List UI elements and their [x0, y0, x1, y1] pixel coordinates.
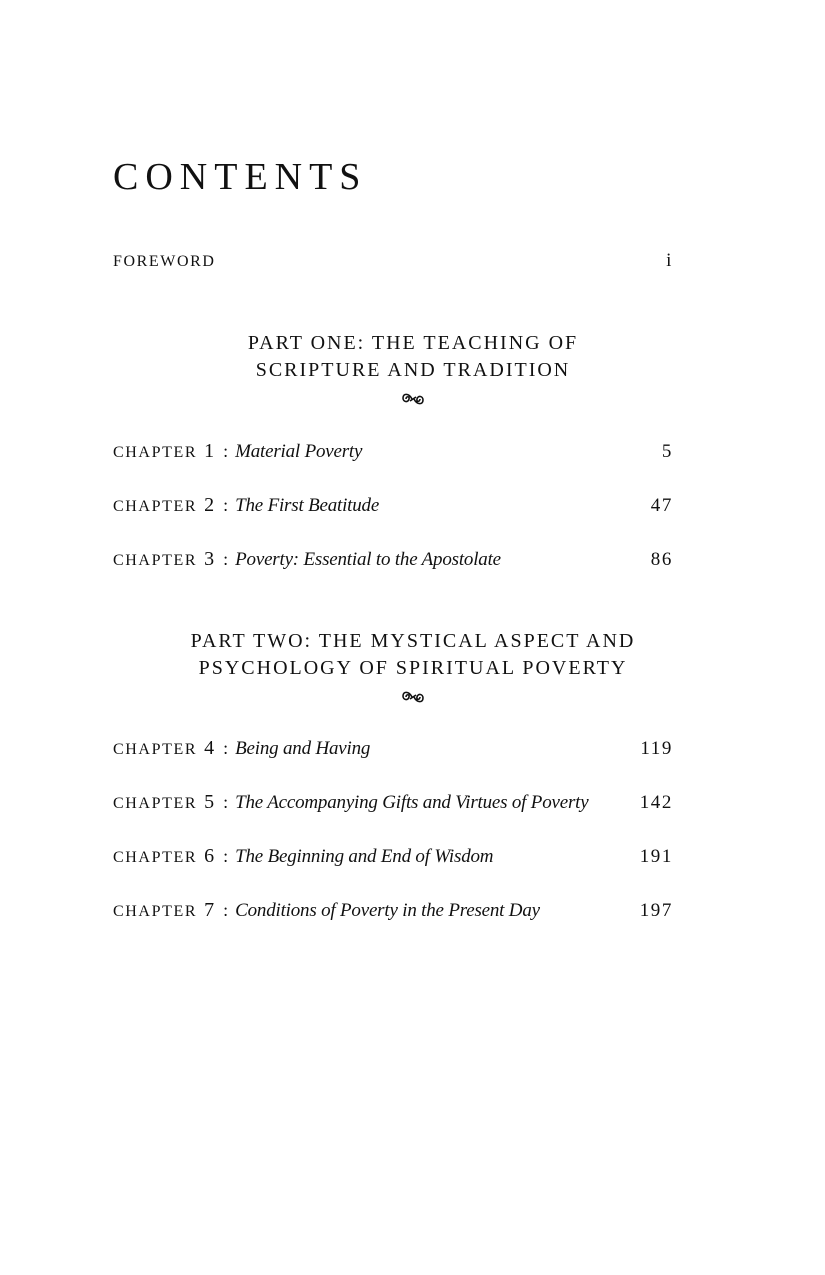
toc-entry-label: FOREWORD: [113, 253, 216, 270]
toc-chapter-number: 2: [204, 494, 215, 516]
toc-chapter-number: 6: [204, 845, 215, 867]
toc-chapter-title: Material Poverty: [235, 441, 363, 462]
toc-separator: :: [223, 495, 229, 515]
toc-chapter-title: The Beginning and End of Wisdom: [235, 846, 494, 867]
part-heading-line: SCRIPTURE AND TRADITION: [255, 359, 571, 381]
toc-page-number: 191: [639, 846, 673, 867]
toc-chapter-number: 3: [204, 548, 215, 570]
page-title: CONTENTS: [113, 156, 368, 198]
toc-entry-foreword[interactable]: [113, 250, 673, 280]
toc-chapter-title: The Accompanying Gifts and Virtues of Poverty: [235, 792, 589, 813]
toc-chapter-number: 7: [204, 899, 215, 921]
toc-entry-chapter-3[interactable]: [113, 548, 673, 578]
toc-entry-chapter-5[interactable]: [113, 791, 673, 821]
part-heading-line: PART ONE: THE TEACHING OF: [247, 332, 579, 354]
toc-chapter-title: Conditions of Poverty in the Present Day: [235, 900, 540, 921]
toc-entry-chapter-6[interactable]: [113, 845, 673, 875]
toc-chapter-number: 4: [204, 737, 215, 759]
toc-chapter-title: Poverty: Essential to the Apostolate: [235, 549, 501, 570]
toc-page-number: 47: [650, 495, 673, 516]
scroll-ornament-icon: [400, 689, 426, 705]
toc-page-number: 86: [650, 549, 673, 570]
toc-entry-chapter-1[interactable]: [113, 440, 673, 470]
toc-separator: :: [223, 792, 229, 812]
toc-page-number: i: [666, 250, 673, 271]
toc-page-number: 5: [661, 441, 673, 462]
toc-entry-chapter-7[interactable]: [113, 899, 673, 929]
part-heading-line: PSYCHOLOGY OF SPIRITUAL POVERTY: [198, 657, 628, 679]
toc-chapter-title: Being and Having: [235, 738, 371, 759]
toc-separator: :: [223, 441, 229, 461]
toc-page-number: 119: [640, 738, 673, 759]
toc-chapter-label: CHAPTER: [113, 498, 198, 515]
toc-entry-chapter-2[interactable]: [113, 494, 673, 524]
toc-chapter-label: CHAPTER: [113, 849, 198, 866]
toc-separator: :: [223, 846, 229, 866]
toc-chapter-label: CHAPTER: [113, 552, 198, 569]
toc-chapter-number: 5: [204, 791, 215, 813]
part-two-heading: [113, 628, 713, 682]
toc-chapter-title: The First Beatitude: [235, 495, 380, 516]
toc-chapter-label: CHAPTER: [113, 795, 198, 812]
toc-chapter-label: CHAPTER: [113, 444, 198, 461]
toc-page-number: 197: [639, 900, 673, 921]
toc-page-number: 142: [639, 792, 673, 813]
part-heading-line: PART TWO: THE MYSTICAL ASPECT AND: [190, 630, 636, 652]
toc-separator: :: [223, 738, 229, 758]
toc-chapter-label: CHAPTER: [113, 741, 198, 758]
scroll-ornament-icon: [400, 391, 426, 407]
part-one-heading: [113, 330, 713, 384]
toc-entry-chapter-4[interactable]: [113, 737, 673, 767]
toc-separator: :: [223, 900, 229, 920]
toc-chapter-label: CHAPTER: [113, 903, 198, 920]
toc-chapter-number: 1: [204, 440, 215, 462]
toc-separator: :: [223, 549, 229, 569]
